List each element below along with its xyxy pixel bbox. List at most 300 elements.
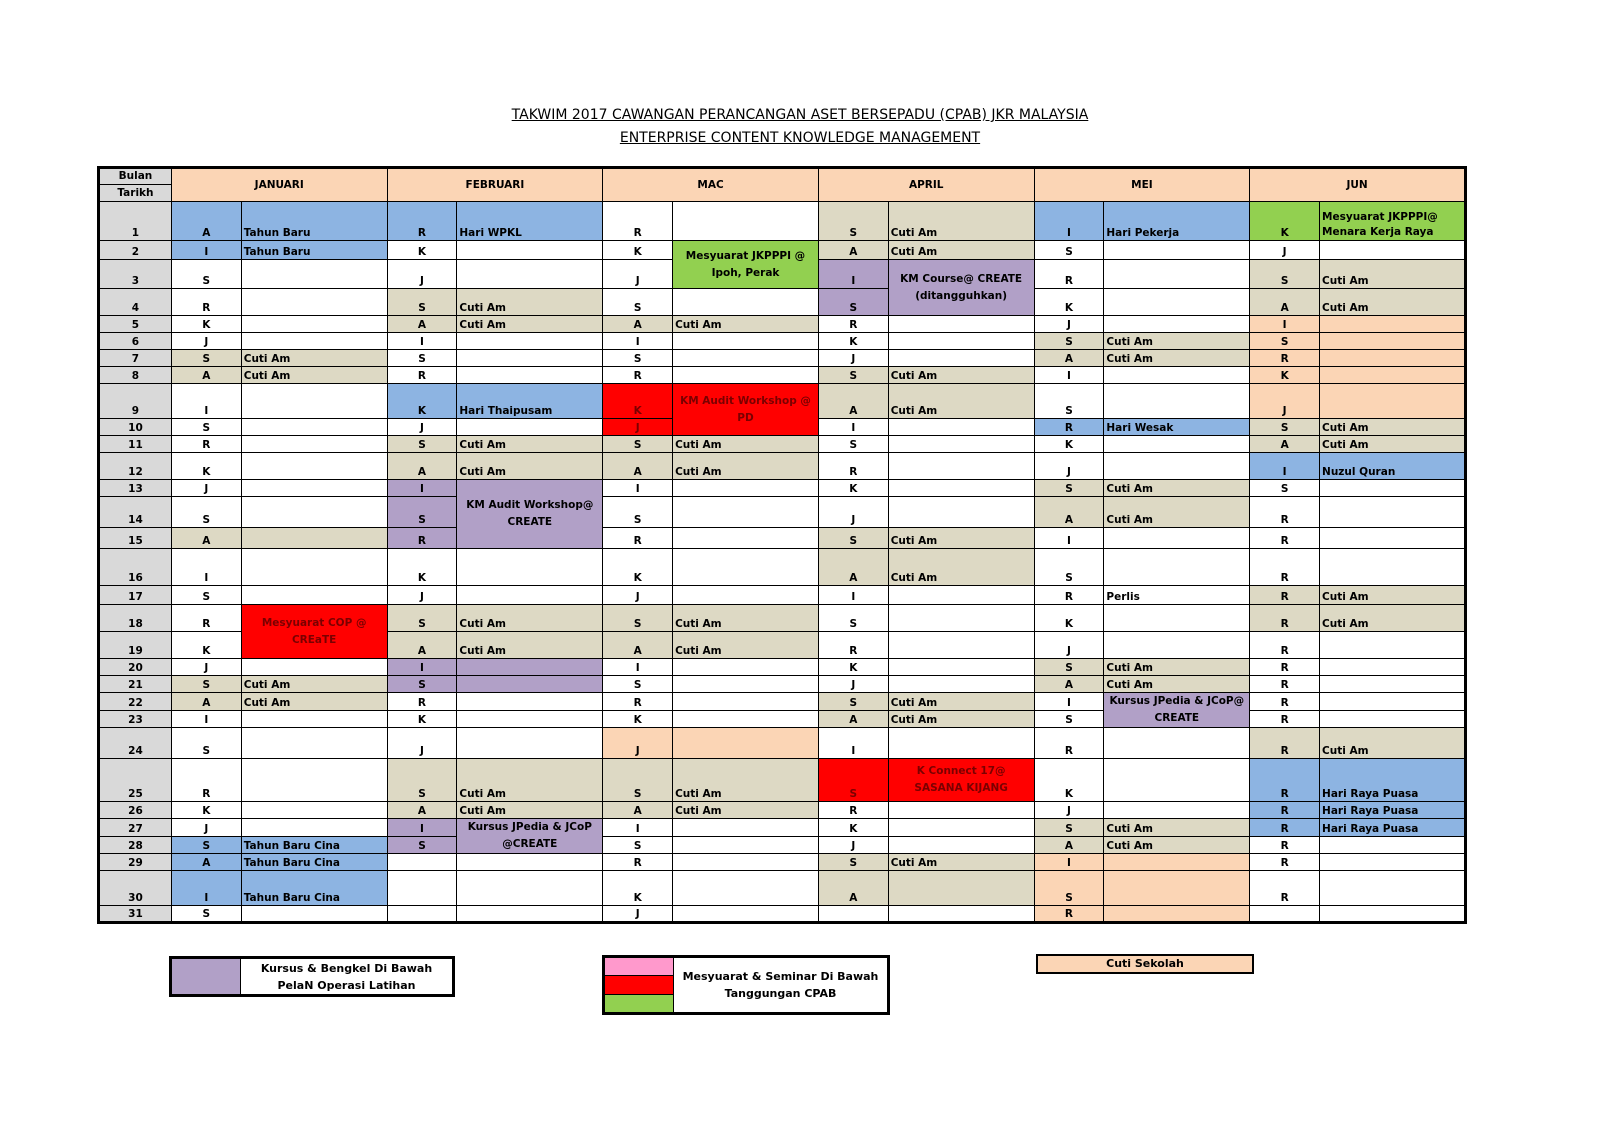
note-cell: Cuti Am [1104,836,1250,854]
note-cell: Cuti Am [457,436,603,453]
day-letter: R [1034,728,1104,759]
note-cell [673,728,819,759]
date-cell: 27 [99,819,172,837]
note-cell [1104,260,1250,289]
note-cell [888,836,1034,854]
document-title [0,104,1600,150]
day-letter: I [1034,528,1104,549]
date-cell: 22 [99,693,172,711]
day-letter: S [171,350,241,367]
note-cell [1104,632,1250,659]
legend-swatch-pink [605,958,673,976]
note-cell [457,586,603,605]
day-letter: R [603,367,673,384]
note-cell [1320,871,1466,906]
header-row [99,168,1466,185]
note-cell [241,549,387,586]
day-letter: S [171,586,241,605]
note-cell [241,419,387,436]
note-cell [888,676,1034,693]
day-letter: R [1250,350,1320,367]
note-cell [1320,854,1466,871]
day-letter: S [1250,260,1320,289]
day-letter: J [603,260,673,289]
note-cell [1104,906,1250,923]
day-letter: J [1034,453,1104,480]
note-cell [673,871,819,906]
note-cell: Cuti Am [1320,260,1466,289]
note-cell: Cuti Am [673,436,819,453]
legend-swatch-green [605,995,673,1012]
day-letter: I [387,480,457,497]
note-cell [888,333,1034,350]
note-cell [1104,871,1250,906]
date-row [99,906,1466,923]
note-cell: Cuti Am [673,453,819,480]
date-row [99,871,1466,906]
day-letter [387,854,457,871]
note-cell: Cuti Am [1104,333,1250,350]
date-cell: 17 [99,586,172,605]
date-cell: 7 [99,350,172,367]
day-letter: I [1034,367,1104,384]
day-letter: A [387,316,457,333]
date-row [99,316,1466,333]
note-cell: Cuti Am [888,367,1034,384]
note-cell: Cuti Am [1104,819,1250,837]
day-letter: S [1034,819,1104,837]
note-cell [673,333,819,350]
day-letter: K [818,333,888,350]
note-cell [241,759,387,802]
day-letter: R [1250,549,1320,586]
note-cell [1320,333,1466,350]
date-row [99,693,1466,711]
day-letter: R [1250,676,1320,693]
note-cell: Cuti Am [673,316,819,333]
note-cell [673,528,819,549]
day-letter: S [1034,659,1104,676]
note-cell: Cuti Am [241,693,387,711]
date-cell: 1 [99,202,172,241]
day-letter: I [1034,854,1104,871]
note-cell [1104,728,1250,759]
day-letter: K [818,480,888,497]
note-cell [888,605,1034,632]
tarikh-header: Tarikh [99,185,172,202]
day-letter: I [171,871,241,906]
day-letter: S [171,836,241,854]
note-cell [1104,802,1250,819]
day-letter: R [603,693,673,711]
day-letter: R [818,453,888,480]
day-letter: S [603,605,673,632]
note-cell [673,480,819,497]
day-letter: R [1250,710,1320,728]
month-header: MEI [1034,168,1250,202]
day-letter: S [387,350,457,367]
date-row [99,202,1466,241]
day-letter: J [387,260,457,289]
day-letter: S [387,676,457,693]
date-cell: 8 [99,367,172,384]
day-letter: I [818,728,888,759]
day-letter: J [818,497,888,528]
day-letter: K [818,819,888,837]
date-cell: 6 [99,333,172,350]
day-letter: S [387,836,457,854]
day-letter: K [171,632,241,659]
note-cell [673,586,819,605]
day-letter: S [387,497,457,528]
day-letter: K [603,384,673,419]
note-cell [888,586,1034,605]
day-letter: I [387,333,457,350]
date-cell: 26 [99,802,172,819]
note-cell [1320,384,1466,419]
date-row [99,333,1466,350]
note-cell [1320,528,1466,549]
note-cell: Cuti Am [673,802,819,819]
day-letter: S [171,419,241,436]
note-cell: Mesyuarat JKPPPI@ Menara Kerja Raya [1320,202,1466,241]
day-letter: I [171,384,241,419]
day-letter: K [171,802,241,819]
note-cell [673,854,819,871]
day-letter: A [818,549,888,586]
note-cell [241,289,387,316]
note-cell [457,549,603,586]
note-cell: Cuti Am [888,693,1034,711]
day-letter: I [603,659,673,676]
day-letter: A [818,871,888,906]
note-cell [457,659,603,676]
day-letter: J [171,659,241,676]
day-letter: A [387,453,457,480]
day-letter: I [818,419,888,436]
note-cell: Tahun Baru [241,241,387,260]
note-cell: Cuti Am [1320,605,1466,632]
day-letter: S [603,836,673,854]
day-letter: S [171,728,241,759]
day-letter: K [387,384,457,419]
day-letter: R [1250,728,1320,759]
day-letter: K [1034,289,1104,316]
note-cell [457,710,603,728]
note-cell [673,659,819,676]
day-letter: R [603,854,673,871]
day-letter: I [603,333,673,350]
day-letter: J [818,676,888,693]
date-row [99,453,1466,480]
note-cell [241,528,387,549]
note-cell [1104,289,1250,316]
day-letter: R [387,693,457,711]
date-cell: 23 [99,710,172,728]
note-cell: Tahun Baru Cina [241,871,387,906]
note-cell [673,350,819,367]
legend-kursus-label: Kursus & Bengkel Di Bawah PelaN Operasi Latihan [260,961,433,992]
day-letter: J [387,728,457,759]
day-letter: S [387,289,457,316]
legend-kursus-swatch [172,959,241,994]
day-letter: R [1250,659,1320,676]
date-cell: 13 [99,480,172,497]
note-cell: Cuti Am [241,676,387,693]
day-letter: J [387,419,457,436]
note-cell [1320,906,1466,923]
date-row [99,854,1466,871]
day-letter: A [603,632,673,659]
date-row [99,586,1466,605]
note-cell [673,289,819,316]
day-letter: J [603,906,673,923]
date-row [99,605,1466,632]
note-cell [241,260,387,289]
date-cell: 21 [99,676,172,693]
event-cell: KM Audit Workshop@ CREATE [457,480,603,549]
note-cell: Cuti Am [888,528,1034,549]
date-cell: 24 [99,728,172,759]
day-letter: A [1034,836,1104,854]
day-letter: R [1034,586,1104,605]
day-letter: S [818,367,888,384]
note-cell: Cuti Am [457,759,603,802]
note-cell [1320,480,1466,497]
date-row [99,836,1466,854]
day-letter: K [603,241,673,260]
day-letter: S [387,605,457,632]
note-cell [673,836,819,854]
day-letter: K [603,710,673,728]
note-cell [1104,241,1250,260]
date-row [99,289,1466,316]
note-cell [888,419,1034,436]
note-cell [1320,241,1466,260]
day-letter: R [1250,871,1320,906]
note-cell [673,549,819,586]
day-letter: I [1250,316,1320,333]
day-letter: S [1034,384,1104,419]
day-letter: A [171,693,241,711]
note-cell: Cuti Am [457,802,603,819]
day-letter: S [603,350,673,367]
day-letter: R [1034,260,1104,289]
note-cell: Hari WPKL [457,202,603,241]
day-letter: S [1034,480,1104,497]
day-letter: A [1034,350,1104,367]
day-letter: S [603,759,673,802]
day-letter: A [171,854,241,871]
note-cell [1320,497,1466,528]
day-letter: A [171,202,241,241]
day-letter: R [1034,906,1104,923]
note-cell: Cuti Am [888,202,1034,241]
note-cell [1320,710,1466,728]
note-cell [1104,528,1250,549]
day-letter: S [1250,419,1320,436]
note-cell [241,436,387,453]
legend-cuti-sekolah-label: Cuti Sekolah [1106,957,1184,970]
date-cell: 19 [99,632,172,659]
day-letter: S [387,759,457,802]
note-cell [1320,549,1466,586]
day-letter: R [387,367,457,384]
day-letter: I [171,549,241,586]
day-letter: A [818,384,888,419]
note-cell: Cuti Am [673,759,819,802]
day-letter: J [171,480,241,497]
day-letter: S [818,693,888,711]
event-cell: KM Audit Workshop @ PD [673,384,819,436]
day-letter: A [818,241,888,260]
note-cell: Hari Wesak [1104,419,1250,436]
day-letter: R [1250,854,1320,871]
note-cell: Hari Raya Puasa [1320,802,1466,819]
date-row [99,480,1466,497]
day-letter: R [818,802,888,819]
day-letter: S [1250,480,1320,497]
date-row [99,659,1466,676]
note-cell: Cuti Am [888,710,1034,728]
event-cell: Mesyuarat JKPPPI @ Ipoh, Perak [673,241,819,289]
month-header: APRIL [818,168,1034,202]
note-cell [888,728,1034,759]
note-cell: Perlis [1104,586,1250,605]
day-letter: S [818,436,888,453]
note-cell [457,728,603,759]
day-letter: J [818,350,888,367]
legend-mesyuarat-label: Mesyuarat & Seminar Di Bawah Tanggungan CPAB [682,970,879,1000]
day-letter: S [818,528,888,549]
note-cell [1320,693,1466,711]
note-cell [1104,367,1250,384]
date-cell: 16 [99,549,172,586]
note-cell [1320,836,1466,854]
note-cell [457,419,603,436]
note-cell [457,854,603,871]
day-letter: R [387,528,457,549]
date-cell: 10 [99,419,172,436]
day-letter: R [1250,586,1320,605]
day-letter [818,906,888,923]
note-cell [457,367,603,384]
day-letter [1250,906,1320,923]
day-letter: K [171,453,241,480]
bulan-header: Bulan [99,168,172,185]
day-letter: R [1034,419,1104,436]
note-cell [1104,316,1250,333]
note-cell: Cuti Am [1104,480,1250,497]
note-cell [241,710,387,728]
date-cell: 2 [99,241,172,260]
day-letter: R [1250,693,1320,711]
note-cell: Hari Pekerja [1104,202,1250,241]
day-letter: R [1250,528,1320,549]
note-cell [241,316,387,333]
day-letter: R [1250,605,1320,632]
note-cell [888,497,1034,528]
day-letter: J [603,586,673,605]
note-cell [457,676,603,693]
day-letter: R [603,202,673,241]
note-cell: Cuti Am [457,316,603,333]
note-cell: Cuti Am [1320,436,1466,453]
day-letter: K [387,241,457,260]
day-letter: S [603,436,673,453]
note-cell: Hari Raya Puasa [1320,759,1466,802]
date-row [99,728,1466,759]
calendar-table [97,166,1467,924]
note-cell [888,871,1034,906]
legend-mesyuarat-swatches [605,958,674,1012]
note-cell [888,453,1034,480]
note-cell [673,202,819,241]
note-cell [1320,632,1466,659]
note-cell [241,480,387,497]
day-letter: I [818,260,888,289]
day-letter: K [1034,759,1104,802]
day-letter: S [1250,333,1320,350]
date-row [99,241,1466,260]
day-letter: J [387,586,457,605]
note-cell: Cuti Am [241,350,387,367]
note-cell [457,871,603,906]
day-letter: J [171,333,241,350]
date-row [99,350,1466,367]
date-row [99,528,1466,549]
day-letter: R [1250,836,1320,854]
day-letter: R [171,759,241,802]
note-cell [241,819,387,837]
note-cell: Tahun Baru Cina [241,836,387,854]
note-cell: Cuti Am [1104,676,1250,693]
day-letter: S [603,289,673,316]
day-letter: I [1034,202,1104,241]
note-cell [1320,676,1466,693]
note-cell [241,728,387,759]
note-cell [241,497,387,528]
day-letter: R [1250,802,1320,819]
note-cell [1104,436,1250,453]
note-cell [888,480,1034,497]
note-cell: Cuti Am [1320,728,1466,759]
note-cell: Cuti Am [888,384,1034,419]
day-letter [387,871,457,906]
note-cell: Cuti Am [457,632,603,659]
day-letter: S [603,497,673,528]
day-letter: A [387,802,457,819]
note-cell [1104,854,1250,871]
legend-kursus [169,956,455,997]
day-letter: J [171,819,241,837]
day-letter: S [603,676,673,693]
note-cell [1320,316,1466,333]
day-letter: I [171,710,241,728]
day-letter: I [1250,453,1320,480]
day-letter: S [387,436,457,453]
note-cell [673,906,819,923]
note-cell [241,384,387,419]
note-cell: Cuti Am [1104,659,1250,676]
date-row [99,436,1466,453]
note-cell [1104,453,1250,480]
date-cell: 3 [99,260,172,289]
note-cell [241,586,387,605]
note-cell: Cuti Am [241,367,387,384]
event-cell: Kursus JPedia & JCoP @CREATE [457,819,603,854]
day-letter: J [603,728,673,759]
